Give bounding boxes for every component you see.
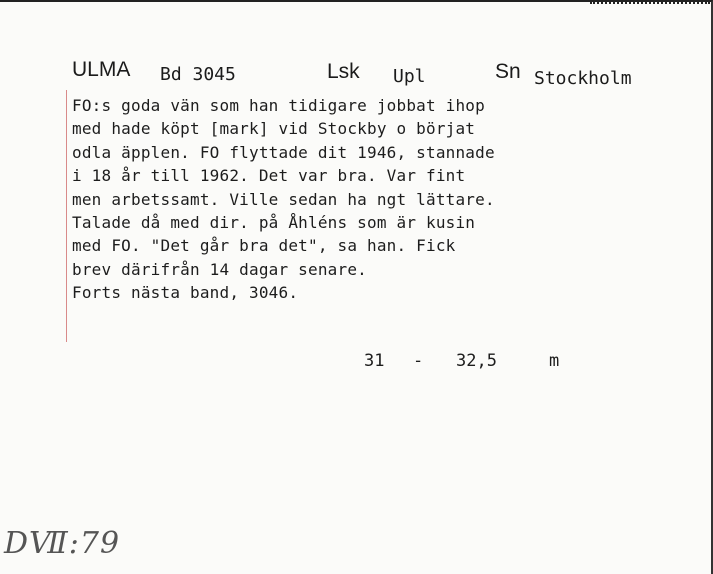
parish-label: Sn: [495, 60, 521, 83]
handwritten-code: DⅦ:79: [4, 526, 121, 561]
county-label: Lsk: [327, 60, 360, 83]
transcript-line: odla äpplen. FO flyttade dit 1946, stannade: [72, 142, 495, 162]
transcript-line: Forts nästa band, 3046.: [72, 283, 299, 303]
transcript-line: brev därifrån 14 dagar senare.: [72, 259, 367, 279]
transcript-text: [72, 94, 495, 305]
transcript-line: med FO. "Det går bra det", sa han. Fick: [72, 236, 456, 256]
county-value: Upl: [393, 66, 426, 87]
transcript-line: Talade då med dir. på Åhléns som är kusin: [72, 212, 476, 232]
transcript-line: i 18 år till 1962. Det var bra. Var fint: [72, 166, 466, 186]
range-start: 31: [364, 351, 385, 371]
transcript-line: med hade köpt [mark] vid Stockby o börjat: [72, 119, 476, 139]
transcript-line: men arbetssamt. Ville sedan ha ngt lättare.: [72, 189, 495, 209]
parish-value: Stockholm: [534, 68, 632, 89]
range-dash: -: [413, 351, 424, 371]
top-edge-dots: [590, 2, 710, 8]
range-end: 32,5: [456, 351, 497, 371]
band-number: Bd 3045: [160, 64, 236, 85]
range-unit: m: [549, 351, 560, 371]
archive-name: ULMA: [72, 58, 131, 81]
transcript-line: FO:s goda vän som han tidigare jobbat ihop: [72, 96, 485, 115]
margin-line: [66, 90, 67, 342]
